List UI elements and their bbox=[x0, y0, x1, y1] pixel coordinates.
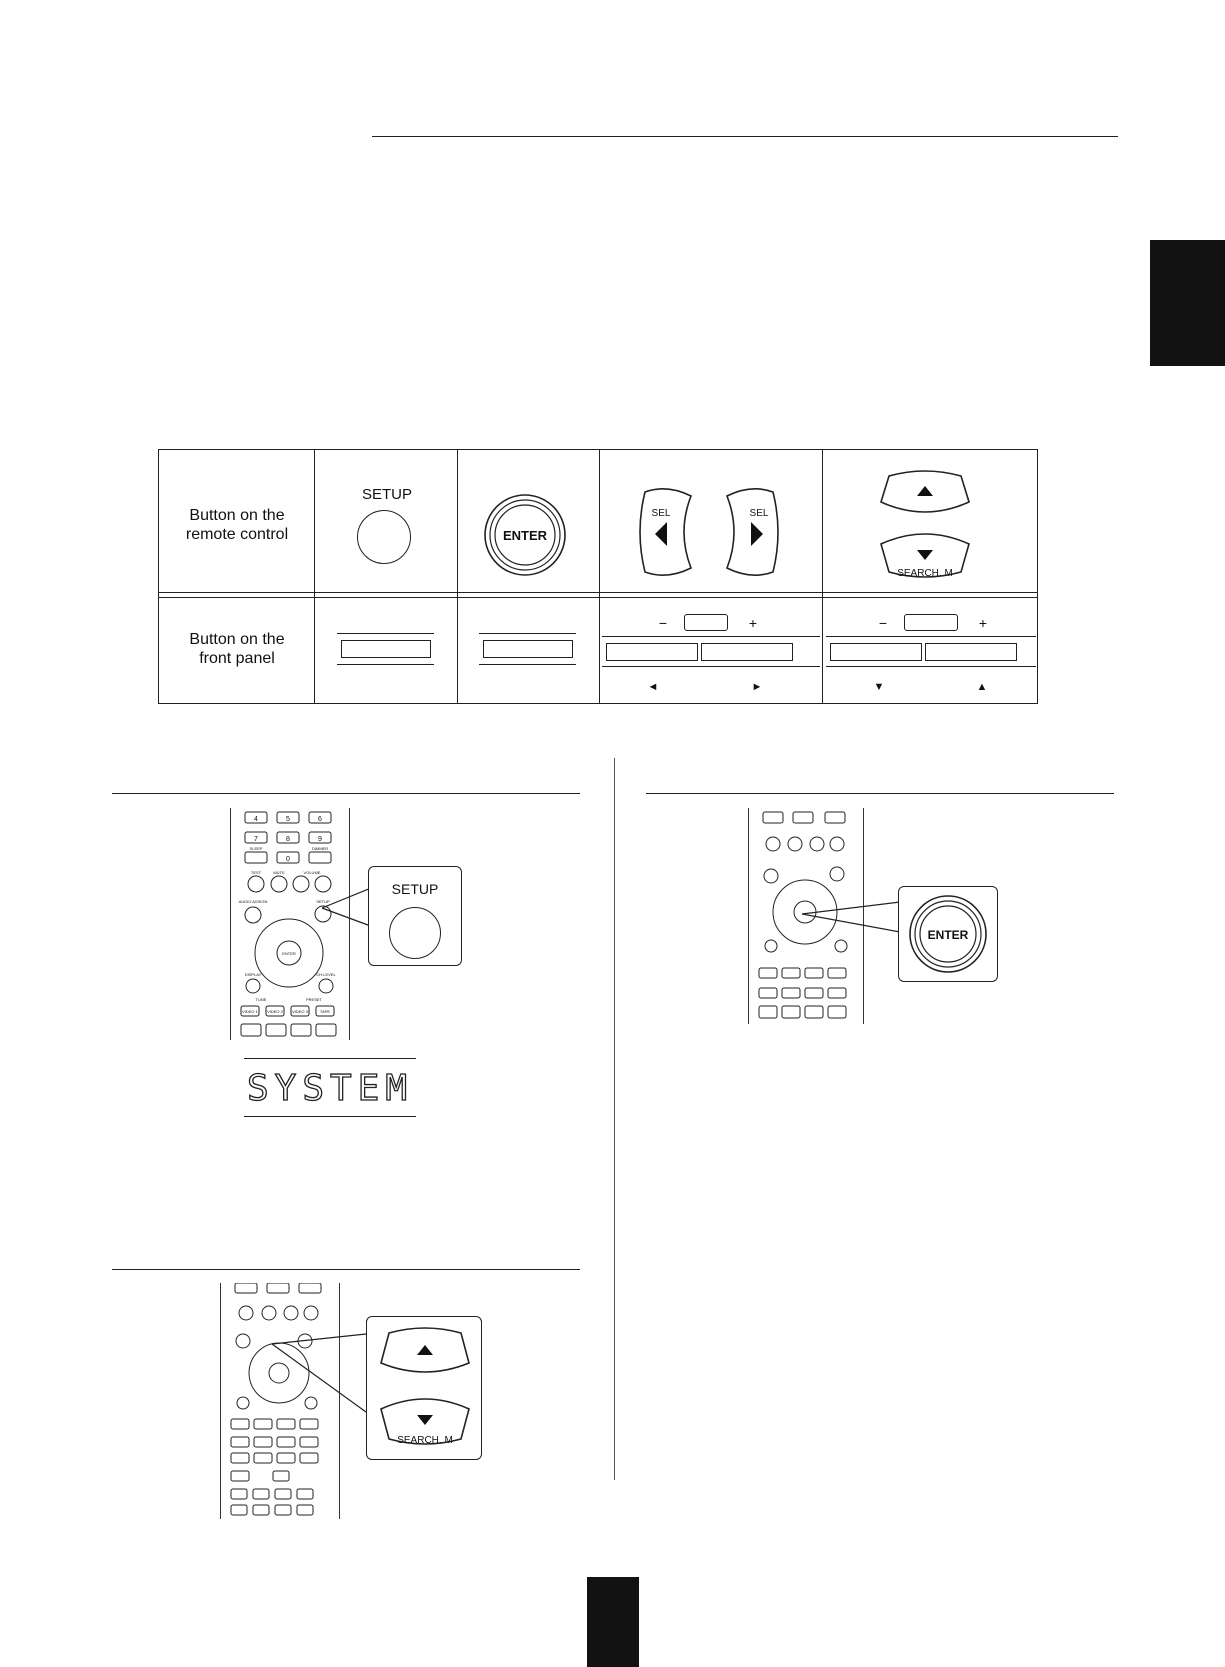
setup-label: SETUP bbox=[361, 486, 412, 503]
step1-callout-label: SETUP bbox=[391, 881, 439, 897]
panel-row-label: Button on the front panel bbox=[189, 631, 285, 667]
panel-down-key bbox=[830, 643, 922, 661]
page-number-marker bbox=[587, 1577, 639, 1667]
step1-ch-level: CH.LEVEL bbox=[316, 972, 336, 977]
step1-key-6: 6 bbox=[318, 816, 322, 823]
step1-volume: VOLUME bbox=[303, 870, 321, 875]
sel-right-button-illustration bbox=[719, 482, 781, 582]
step1-enter: ENTER bbox=[282, 951, 296, 956]
sel-left-label: SEL bbox=[651, 508, 671, 519]
sel-knob bbox=[684, 614, 728, 631]
sel-minus: − bbox=[658, 615, 668, 631]
step1-rule bbox=[112, 793, 580, 794]
step1-tape: TAPE bbox=[319, 1009, 331, 1014]
step1-dimmer: DIMMER bbox=[311, 846, 329, 851]
step2-search-label: SEARCH. M bbox=[397, 1435, 453, 1446]
step1-key-7: 7 bbox=[254, 836, 258, 843]
step2-callout-pointer bbox=[270, 1332, 370, 1422]
step1-key-8: 8 bbox=[286, 836, 290, 843]
step1-setup: SETUP bbox=[316, 899, 330, 904]
header-rule bbox=[372, 136, 1118, 137]
step1-video2: VIDEO 2 bbox=[267, 1009, 283, 1014]
search-minus: − bbox=[878, 615, 888, 631]
step3-callout-pointer bbox=[800, 898, 904, 938]
up-arrow: ▲ bbox=[976, 681, 988, 693]
step1-display: DISPLAY bbox=[244, 972, 262, 977]
up-down-button-illustration bbox=[875, 468, 975, 586]
section-tab-marker bbox=[1150, 240, 1225, 366]
step1-preset: PRESET bbox=[305, 997, 323, 1002]
step1-audio-assign: AUDIO ASSIGN bbox=[238, 899, 268, 904]
step3-enter-label: ENTER bbox=[927, 928, 969, 942]
sel-left-button-illustration bbox=[637, 482, 699, 582]
search-label: SEARCH. M bbox=[897, 568, 953, 579]
step1-setup-callout bbox=[368, 866, 462, 966]
column-divider bbox=[614, 758, 615, 1480]
step3-rule bbox=[646, 793, 1114, 794]
step1-video3: VIDEO 3 bbox=[292, 1009, 308, 1014]
panel-sel-right-key bbox=[701, 643, 793, 661]
step1-sleep: SLEEP bbox=[249, 846, 263, 851]
search-knob bbox=[904, 614, 958, 631]
setup-button-illustration bbox=[357, 510, 411, 564]
panel-sel-left-key bbox=[606, 643, 698, 661]
right-arrow: ► bbox=[751, 681, 763, 693]
step1-test: TEST bbox=[250, 870, 262, 875]
step3-enter-callout bbox=[898, 886, 998, 982]
enter-button-illustration bbox=[482, 492, 568, 578]
search-plus: + bbox=[978, 615, 988, 631]
step1-tune: TUNE bbox=[255, 997, 267, 1002]
panel-enter-key bbox=[483, 640, 573, 658]
step1-key-4: 4 bbox=[254, 816, 258, 823]
sel-plus: + bbox=[748, 615, 758, 631]
step1-mute: MUTE bbox=[273, 870, 285, 875]
sel-right-label: SEL bbox=[749, 508, 769, 519]
step1-key-5: 5 bbox=[286, 816, 290, 823]
remote-row-label: Button on the remote control bbox=[185, 507, 289, 543]
step2-updown-callout bbox=[366, 1316, 482, 1460]
front-display-readout bbox=[244, 1058, 416, 1118]
display-text: SYSTEM bbox=[246, 1068, 414, 1109]
left-arrow: ◄ bbox=[647, 681, 659, 693]
step2-rule bbox=[112, 1269, 580, 1270]
button-mapping-table bbox=[158, 449, 1038, 704]
enter-label: ENTER bbox=[502, 528, 548, 543]
panel-setup-key bbox=[341, 640, 431, 658]
step1-key-9: 9 bbox=[318, 836, 322, 843]
down-arrow: ▼ bbox=[873, 681, 885, 693]
step1-key-0: 0 bbox=[286, 856, 290, 863]
step1-video1: VIDEO 1 bbox=[242, 1009, 258, 1014]
step1-callout-button bbox=[389, 907, 441, 959]
panel-up-key bbox=[925, 643, 1017, 661]
